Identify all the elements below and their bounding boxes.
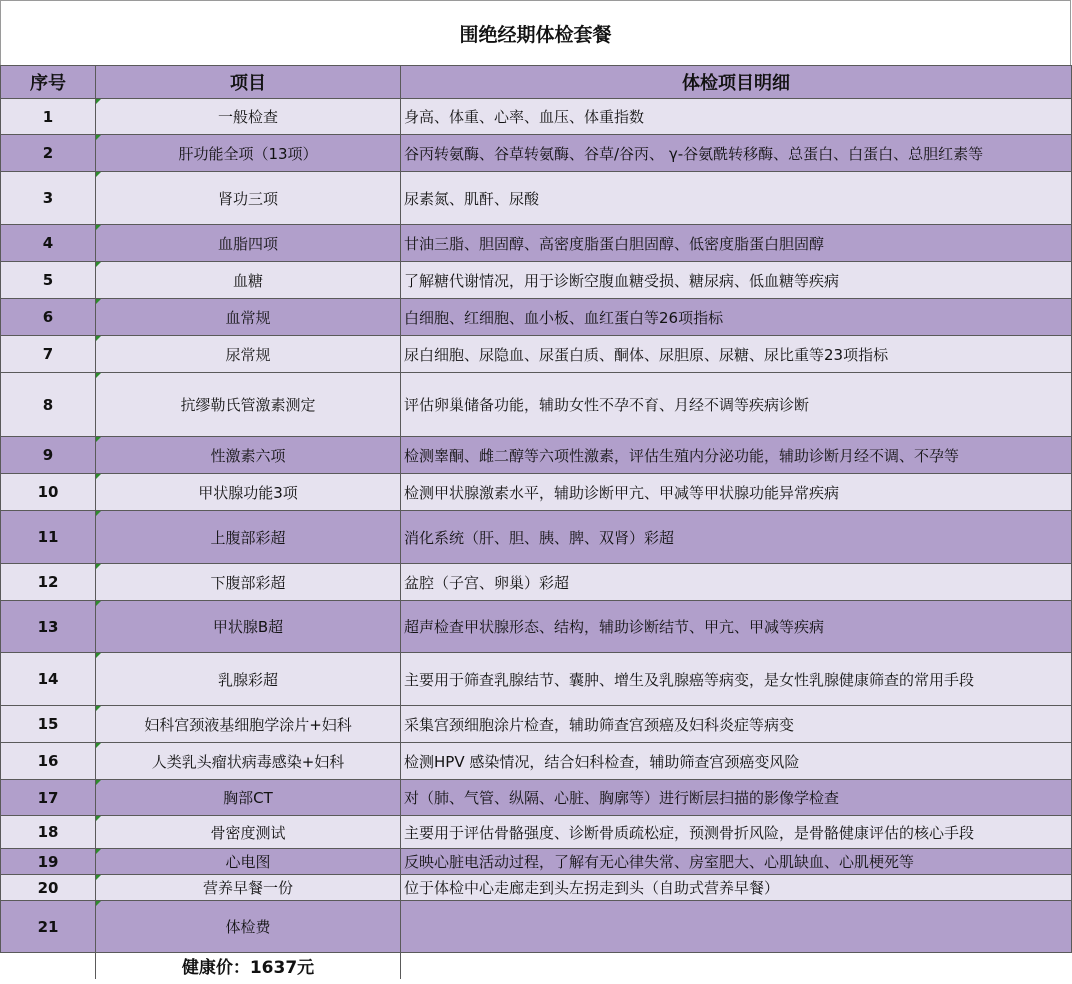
row-detail: 了解糖代谢情况，用于诊断空腹血糖受损、糖尿病、低血糖等疾病: [401, 262, 1072, 299]
header-row: [1, 66, 1072, 99]
row-number: 6: [1, 299, 96, 336]
table-row: [1, 875, 1072, 901]
row-number: 2: [1, 135, 96, 172]
row-item: 血脂四项: [96, 225, 401, 262]
row-detail: 检测睾酮、雌二醇等六项性激素，评估生殖内分泌功能，辅助诊断月经不调、不孕等: [401, 437, 1072, 474]
row-item: 上腹部彩超: [96, 511, 401, 564]
row-number: 17: [1, 780, 96, 816]
table-row: [1, 225, 1072, 262]
footer-row: [1, 953, 1072, 979]
row-number: 3: [1, 172, 96, 225]
table-row: [1, 474, 1072, 511]
header-no: 序号: [1, 66, 96, 99]
row-number: 20: [1, 875, 96, 901]
checkup-table: [0, 65, 1072, 979]
table-row: [1, 336, 1072, 373]
row-item: 心电图: [96, 849, 401, 875]
row-number: 1: [1, 99, 96, 135]
table-row: [1, 135, 1072, 172]
row-detail: 检测HPV 感染情况，结合妇科检查，辅助筛查宫颈癌变风险: [401, 743, 1072, 780]
row-number: 8: [1, 373, 96, 437]
table-row: [1, 437, 1072, 474]
row-detail: 盆腔（子宫、卵巢）彩超: [401, 564, 1072, 601]
table-row: [1, 816, 1072, 849]
row-detail: 对（肺、气管、纵隔、心脏、胸廓等）进行断层扫描的影像学检查: [401, 780, 1072, 816]
table-row: [1, 511, 1072, 564]
header-item: 项目: [96, 66, 401, 99]
row-detail: 评估卵巢储备功能，辅助女性不孕不育、月经不调等疾病诊断: [401, 373, 1072, 437]
row-item: 尿常规: [96, 336, 401, 373]
row-detail: 主要用于评估骨骼强度、诊断骨质疏松症，预测骨折风险，是骨骼健康评估的核心手段: [401, 816, 1072, 849]
row-number: 5: [1, 262, 96, 299]
row-item: 性激素六项: [96, 437, 401, 474]
header-detail: 体检项目明细: [401, 66, 1072, 99]
row-number: 19: [1, 849, 96, 875]
row-detail: 谷丙转氨酶、谷草转氨酶、谷草/谷丙、 γ-谷氨酰转移酶、总蛋白、白蛋白、总胆红素等: [401, 135, 1072, 172]
row-number: 16: [1, 743, 96, 780]
row-item: 下腹部彩超: [96, 564, 401, 601]
row-detail: 甘油三脂、胆固醇、高密度脂蛋白胆固醇、低密度脂蛋白胆固醇: [401, 225, 1072, 262]
row-item: 妇科宫颈液基细胞学涂片+妇科: [96, 706, 401, 743]
row-item: 肝功能全项（13项）: [96, 135, 401, 172]
sheet-title: 围绝经期体检套餐: [0, 0, 1071, 65]
table-row: [1, 262, 1072, 299]
row-number: 11: [1, 511, 96, 564]
row-item: 抗缪勒氏管激素测定: [96, 373, 401, 437]
table-row: [1, 780, 1072, 816]
row-detail: 消化系统（肝、胆、胰、脾、双肾）彩超: [401, 511, 1072, 564]
row-number: 9: [1, 437, 96, 474]
row-detail: 超声检查甲状腺形态、结构，辅助诊断结节、甲亢、甲减等疾病: [401, 601, 1072, 653]
row-detail: 反映心脏电活动过程，了解有无心律失常、房室肥大、心肌缺血、心肌梗死等: [401, 849, 1072, 875]
table-row: [1, 653, 1072, 706]
table-row: [1, 849, 1072, 875]
table-row: [1, 706, 1072, 743]
row-item: 甲状腺功能3项: [96, 474, 401, 511]
row-number: 15: [1, 706, 96, 743]
price-label: 健康价：1637元: [96, 953, 401, 979]
row-number: 13: [1, 601, 96, 653]
row-number: 10: [1, 474, 96, 511]
row-item: 体检费: [96, 901, 401, 953]
table-row: [1, 373, 1072, 437]
row-item: 肾功三项: [96, 172, 401, 225]
row-number: 21: [1, 901, 96, 953]
table-row: [1, 299, 1072, 336]
row-item: 骨密度测试: [96, 816, 401, 849]
table-row: [1, 172, 1072, 225]
row-item: 胸部CT: [96, 780, 401, 816]
table-row: [1, 901, 1072, 953]
row-item: 人类乳头瘤状病毒感染+妇科: [96, 743, 401, 780]
row-item: 血常规: [96, 299, 401, 336]
row-detail: 尿白细胞、尿隐血、尿蛋白质、酮体、尿胆原、尿糖、尿比重等23项指标: [401, 336, 1072, 373]
row-detail: [401, 901, 1072, 953]
row-number: 7: [1, 336, 96, 373]
row-item: 甲状腺B超: [96, 601, 401, 653]
row-item: 血糖: [96, 262, 401, 299]
row-detail: 白细胞、红细胞、血小板、血红蛋白等26项指标: [401, 299, 1072, 336]
table-row: [1, 601, 1072, 653]
row-detail: 采集宫颈细胞涂片检查，辅助筛查宫颈癌及妇科炎症等病变: [401, 706, 1072, 743]
footer-empty: [1, 953, 96, 979]
table-row: [1, 99, 1072, 135]
table-row: [1, 564, 1072, 601]
row-number: 18: [1, 816, 96, 849]
footer-empty: [401, 953, 1072, 979]
row-detail: 身高、体重、心率、血压、体重指数: [401, 99, 1072, 135]
row-detail: 检测甲状腺激素水平，辅助诊断甲亢、甲减等甲状腺功能异常疾病: [401, 474, 1072, 511]
row-item: 乳腺彩超: [96, 653, 401, 706]
table-row: [1, 743, 1072, 780]
row-number: 4: [1, 225, 96, 262]
row-detail: 位于体检中心走廊走到头左拐走到头（自助式营养早餐）: [401, 875, 1072, 901]
row-item: 营养早餐一份: [96, 875, 401, 901]
row-number: 14: [1, 653, 96, 706]
row-item: 一般检查: [96, 99, 401, 135]
row-number: 12: [1, 564, 96, 601]
row-detail: 主要用于筛查乳腺结节、囊肿、增生及乳腺癌等病变，是女性乳腺健康筛查的常用手段: [401, 653, 1072, 706]
row-detail: 尿素氮、肌酐、尿酸: [401, 172, 1072, 225]
